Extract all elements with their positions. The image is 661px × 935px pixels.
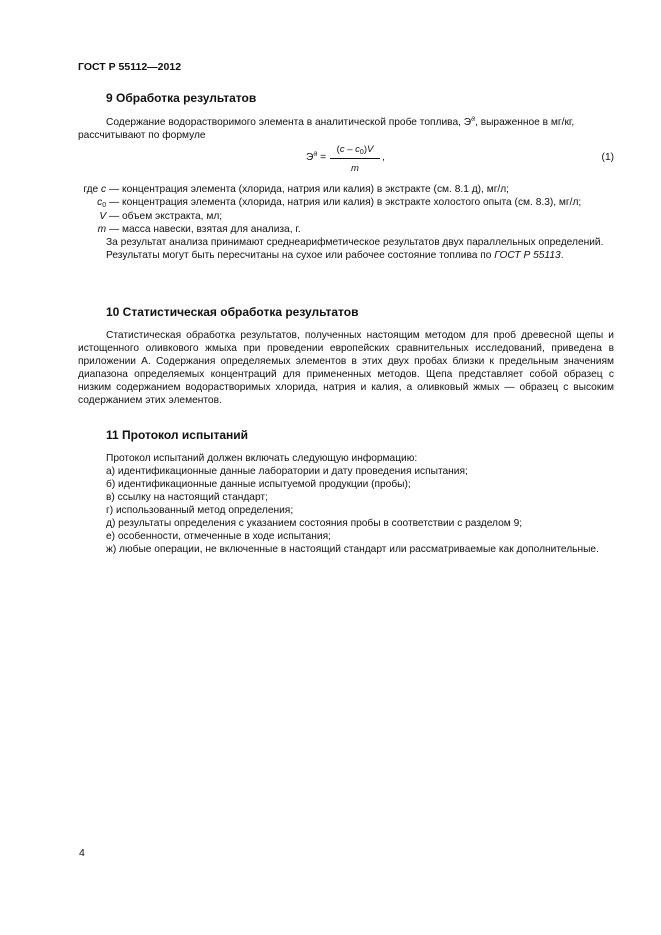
formula-denominator: m	[351, 163, 359, 174]
formula-fraction	[330, 143, 380, 175]
section-11-body	[78, 452, 614, 556]
formula-lhs: $Э^а$ =	[306, 150, 327, 163]
intro-text-b: , выраженное в мг/кг,	[475, 117, 575, 128]
definition-c0: c0 — концентрация элемента (хлорида, натрия или калия) в экстракте холостого опыта (см. 8.3), мг/л;	[97, 197, 582, 209]
section-10-text: Статистическая обработка результатов, полученных настоящим методом для проб древесной щепы и истощенного оливкового жмыха при проведении европейских сравнительных исследований, приведена в приложении А. Содержания определяемых элементов в этих двух пробах близки к предельным значениям диапазона определяемых концентраций для примененных методов. Щепа представляет собой образец с низким содержанием водорастворимых хлорида, натрия и калия, а оливковый жмых — образец с высоким содержанием этих элементов.	[78, 330, 614, 406]
intro-sup: а	[471, 115, 476, 123]
document-code: ГОСТ Р 55112—2012	[78, 61, 182, 73]
section-9-title: 9 Обработка результатов	[106, 91, 257, 105]
fraction-bar	[330, 158, 380, 159]
protocol-item-d: д) результаты определения с указанием состояния пробы в соответствии с разделом 9;	[106, 518, 523, 529]
protocol-item-g: г) использованный метод определения;	[106, 505, 294, 516]
protocol-item-zh: ж) любые операции, не включенные в настоящий стандарт или рассматриваемые как дополнительные.	[106, 544, 599, 555]
intro-text-c: рассчитывают по формуле	[78, 130, 206, 141]
protocol-item-b: б) идентификационные данные испытуемой продукции (пробы);	[106, 479, 411, 490]
formula-comma: ,	[382, 152, 385, 163]
protocol-item-v: в) ссылку на настоящий стандарт;	[106, 492, 268, 503]
formula-numerator: $(c - c_0)V$	[336, 144, 374, 156]
protocol-item-e: е) особенности, отмеченные в ходе испытания;	[106, 531, 331, 542]
definition-v: V — объем экстракта, мл;	[99, 211, 223, 222]
protocol-item-a: а) идентификационные данные лаборатории и дату проведения испытания;	[106, 466, 468, 477]
intro-text-a: Содержание водорастворимого элемента в аналитической пробе топлива, Э	[106, 117, 472, 128]
protocol-intro: Протокол испытаний должен включать следующую информацию:	[106, 453, 418, 464]
section-9-intro	[78, 116, 614, 142]
definition-m: m — масса навески, взятая для анализа, г.	[97, 224, 301, 235]
gost-reference: ГОСТ Р 55113	[494, 250, 561, 261]
paragraph-recalc: Результаты могут быть пересчитаны на сухое или рабочее состояние топлива по ГОСТ Р 55113.	[106, 250, 564, 261]
page-number: 4	[79, 847, 85, 859]
variable-definitions	[78, 183, 614, 262]
definition-c: где c — концентрация элемента (хлорида, натрия или калия) в экстракте (см. 8.1 д), мг/л;	[83, 184, 510, 195]
section-11-title: 11 Протокол испытаний	[106, 428, 248, 442]
formula-1	[306, 143, 614, 177]
section-10-title: 10 Статистическая обработка результатов	[106, 305, 359, 319]
paragraph-result: За результат анализа принимают среднеарифметическое результатов двух параллельных определений.	[106, 237, 604, 248]
formula-number: (1)	[601, 152, 614, 163]
section-10-body	[78, 329, 614, 407]
